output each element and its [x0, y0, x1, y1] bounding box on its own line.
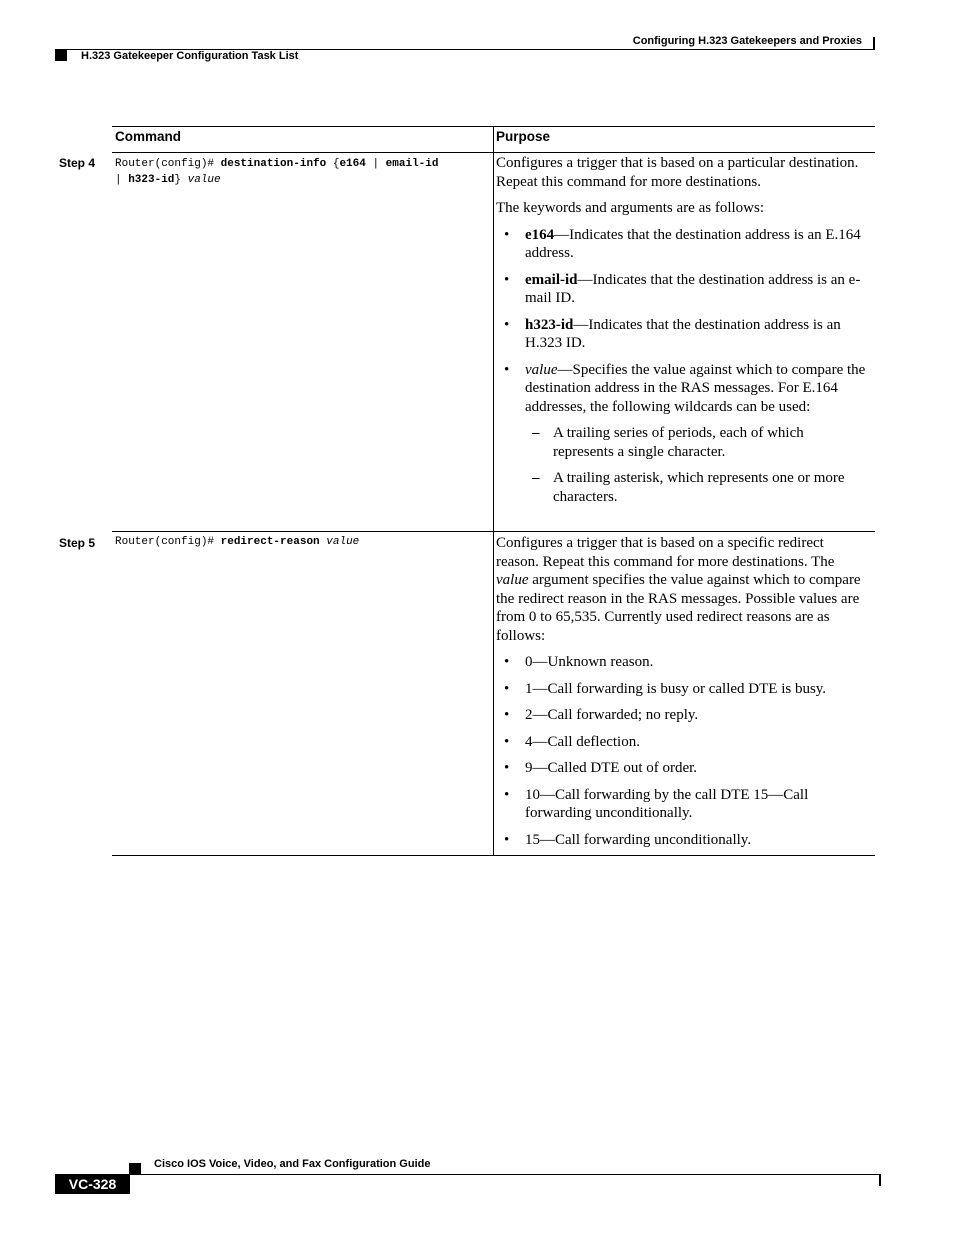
reason-text: 2—Call forwarded; no reply. — [525, 707, 699, 723]
list-item — [496, 653, 868, 672]
cmd-brace: { — [326, 158, 340, 170]
reason-text: 9—Called DTE out of order. — [525, 760, 698, 776]
cmd-option: e164 — [339, 158, 366, 170]
list-item — [496, 316, 868, 353]
reason-text: 15—Call forwarding unconditionally. — [525, 831, 752, 848]
cmd-brace: } — [174, 174, 188, 186]
bullet-icon: • — [504, 760, 510, 776]
list-item — [496, 786, 868, 823]
list-item — [496, 271, 868, 308]
step-5-purpose — [496, 534, 868, 857]
bullet-icon: • — [504, 271, 510, 288]
bullet-icon: • — [504, 680, 510, 697]
bullet-icon: • — [504, 707, 510, 723]
page-number: VC-328 — [68, 1176, 117, 1192]
list-item — [496, 469, 868, 506]
reason-text: 0—Unknown reason. — [525, 654, 654, 670]
bullet-icon: • — [504, 831, 510, 848]
keyword-term: h323-id — [525, 316, 574, 333]
column-divider — [493, 126, 494, 856]
argument-description: —Specifies the value against which to compare the destination address in the RAS messages. For E.164 addresses, the following wildcards can be used: — [525, 361, 866, 415]
list-item — [496, 733, 868, 752]
step-4-command — [115, 156, 487, 188]
step-5-label: Step 5 — [59, 536, 96, 550]
cmd-argument: value — [187, 174, 221, 186]
footer-marker — [129, 1163, 141, 1174]
cmd-separator: | — [365, 158, 386, 170]
cmd-option: email-id — [385, 158, 439, 170]
dash-icon: – — [532, 470, 540, 486]
intro-argument: value — [496, 572, 529, 588]
guide-title: Cisco IOS Voice, Video, and Fax Configuration Guide — [154, 1158, 431, 1170]
section-title: H.323 Gatekeeper Configuration Task List — [81, 50, 299, 62]
list-item — [496, 226, 868, 263]
column-header-purpose: Purpose — [496, 129, 551, 144]
keyword-description: —Indicates that the destination address is an H.323 ID. — [525, 316, 841, 351]
list-item — [496, 424, 868, 461]
list-item — [496, 706, 868, 725]
step-4-keywords-intro: The keywords and arguments are as follows: — [496, 200, 764, 216]
step-4-intro: Configures a trigger that is based on a particular destination. Repeat this command for more destinations. — [496, 155, 859, 190]
bullet-icon: • — [504, 226, 510, 243]
footer-right-tick — [879, 1174, 881, 1186]
cmd-keyword: destination-info — [220, 158, 327, 170]
step-4-sub-list — [496, 424, 868, 506]
sub-item-text: A trailing series of periods, each of which represents a single character. — [553, 425, 804, 460]
intro-text: Configures a trigger that is based on a specific redirect reason. Repeat this command for more destinations. The — [496, 535, 835, 570]
footer-rule — [55, 1174, 881, 1175]
chapter-title: Configuring H.323 Gatekeepers and Proxies — [632, 35, 862, 47]
keyword-description: —Indicates that the destination address is an e-mail ID. — [525, 271, 861, 306]
step-5-bullet-list — [496, 653, 868, 849]
column-header-command: Command — [115, 129, 182, 144]
cmd-separator: | — [115, 174, 129, 186]
list-item — [496, 759, 868, 778]
list-item — [496, 680, 868, 699]
reason-text: 4—Call deflection. — [525, 733, 640, 750]
cmd-argument: value — [326, 536, 360, 548]
list-item — [496, 361, 868, 417]
reason-text: 1—Call forwarding is busy or called DTE is busy. — [525, 680, 827, 697]
argument-term: value — [525, 361, 558, 378]
bullet-icon: • — [504, 361, 510, 378]
section-marker — [55, 50, 67, 61]
intro-text: argument specifies the value against which to compare the redirect reason in the RAS messages. Possible values are from 0 to 65,535. Currently used redirect reasons are as follows: — [496, 572, 861, 644]
bullet-icon: • — [504, 316, 510, 333]
cmd-prompt: Router(config)# — [115, 158, 221, 170]
step-4-bullet-list — [496, 226, 868, 417]
keyword-term: email-id — [525, 271, 578, 288]
step-5-intro — [496, 534, 868, 645]
cmd-keyword: redirect-reason — [220, 536, 320, 548]
sub-item-text: A trailing asterisk, which represents one or more characters. — [553, 470, 845, 505]
cmd-prompt: Router(config)# — [115, 536, 221, 548]
list-item — [496, 831, 868, 850]
dash-icon: – — [532, 425, 540, 441]
reason-text: 10—Call forwarding by the call DTE 15—Call forwarding unconditionally. — [525, 786, 809, 821]
step-4-purpose — [496, 154, 868, 514]
bullet-icon: • — [504, 786, 510, 803]
bullet-icon: • — [504, 733, 510, 750]
header-right-tick — [873, 37, 875, 49]
bullet-icon: • — [504, 654, 510, 670]
keyword-description: —Indicates that the destination address is an E.164 address. — [525, 226, 861, 261]
step-5-command — [115, 536, 359, 548]
keyword-term: e164 — [525, 226, 555, 243]
cmd-option: h323-id — [128, 174, 175, 186]
step-4-label: Step 4 — [59, 156, 96, 170]
